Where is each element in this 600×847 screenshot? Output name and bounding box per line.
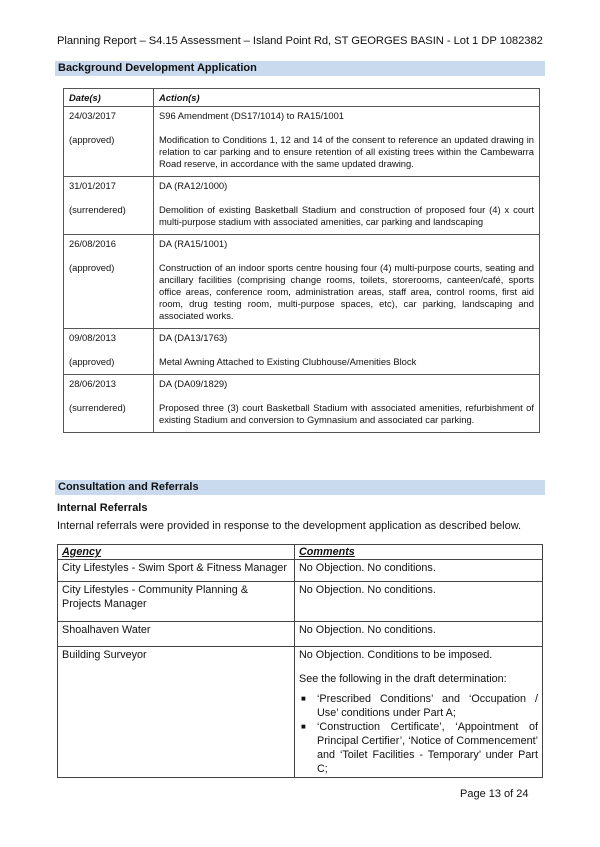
comment-note: See the following in the draft determination: <box>299 673 507 685</box>
list-item: ■ ‘Construction Certificate’, ‘Appointment of Principal Certifier’, ‘Notice of Commencement’ and ‘Toilet Facilities - Temporary’ under Part C; <box>301 721 538 775</box>
bullet-icon: ■ <box>301 722 306 731</box>
list-item: ■ ‘Prescribed Conditions’ and ‘Occupation / Use’ conditions under Part A; <box>301 693 538 719</box>
page-number: Page 13 of 24 <box>460 788 529 800</box>
date-column-header: Date(s) <box>64 89 154 107</box>
agency-cell: City Lifestyles - Swim Sport & Fitness Manager <box>58 560 295 582</box>
row-status: (approved) <box>69 134 115 145</box>
row-status: (approved) <box>69 262 115 273</box>
row-date: 09/08/2013 <box>69 332 116 343</box>
comments-column-header: Comments <box>295 545 543 560</box>
table-row <box>64 107 540 177</box>
consultation-heading: Consultation and Referrals <box>55 480 545 495</box>
table-row <box>58 582 543 622</box>
row-date: 24/03/2017 <box>69 110 116 121</box>
row-action-title: DA (RA12/1000) <box>159 180 228 191</box>
table-row <box>58 647 543 778</box>
page-header: Planning Report – S4.15 Assessment – Island Point Rd, ST GEORGES BASIN - Lot 1 DP 1082382 <box>57 35 543 47</box>
table-row <box>64 329 540 375</box>
comment-cell: No Objection. No conditions. <box>295 582 543 622</box>
row-date: 31/01/2017 <box>69 180 116 191</box>
row-status: (surrendered) <box>69 204 126 215</box>
comment-cell: No Objection. Conditions to be imposed. <box>299 649 493 661</box>
referrals-table <box>57 544 543 778</box>
agency-cell: Building Surveyor <box>58 647 295 778</box>
action-column-header: Action(s) <box>154 89 540 107</box>
table-row <box>64 375 540 433</box>
referrals-intro: Internal referrals were provided in response to the development application as described below. <box>57 520 522 532</box>
table-row <box>58 622 543 647</box>
row-date: 28/06/2013 <box>69 378 116 389</box>
background-table <box>63 88 540 433</box>
bullet-icon: ■ <box>301 694 306 703</box>
table-row <box>58 560 543 582</box>
row-action-title: DA (DA09/1829) <box>159 378 228 389</box>
background-heading: Background Development Application <box>55 61 545 76</box>
row-action-title: DA (DA13/1763) <box>159 332 228 343</box>
agency-column-header: Agency <box>58 545 295 560</box>
referrals-table-header <box>58 545 543 560</box>
table-row <box>64 235 540 329</box>
table-row <box>64 177 540 235</box>
background-table-header <box>64 89 540 107</box>
row-action-description: Metal Awning Attached to Existing Clubhouse/Amenities Block <box>159 356 417 367</box>
comment-cell: No Objection. No conditions. <box>295 622 543 647</box>
row-action-description: Modification to Conditions 1, 12 and 14 of the consent to reference an updated drawing in relation to car parking and to ensure retention of all existing trees within the Cambewarra Road reserve, in accordance with the same updated drawing. <box>159 134 534 169</box>
row-status: (approved) <box>69 356 115 367</box>
row-status: (surrendered) <box>69 402 126 413</box>
agency-cell: Shoalhaven Water <box>58 622 295 647</box>
row-action-title: DA (RA15/1001) <box>159 238 228 249</box>
row-action-description: Demolition of existing Basketball Stadium and construction of proposed four (4) x court multi-purpose stadium with associated amenities, car parking and landscaping <box>159 204 534 227</box>
row-date: 26/08/2016 <box>69 238 116 249</box>
row-action-title: S96 Amendment (DS17/1014) to RA15/1001 <box>159 110 345 121</box>
internal-referrals-heading: Internal Referrals <box>57 502 148 514</box>
agency-cell: City Lifestyles - Community Planning & Projects Manager <box>58 582 295 622</box>
row-action-description: Proposed three (3) court Basketball Stadium with associated amenities, refurbishment of existing Stadium and conversion to Gymnasium and associated car parking. <box>159 402 534 425</box>
comment-cell: No Objection. No conditions. <box>295 560 543 582</box>
conditions-list <box>299 692 538 776</box>
row-action-description: Construction of an indoor sports centre housing four (4) multi-purpose courts, seating and ancillary facilities (comprising change rooms, toilets, storerooms, canteen/café, sports office areas, conference room, administration areas, staff area, control rooms, first aid room, drug testing room, multi-purpose spaces, etc), car parking, landscaping and associated works. <box>159 262 534 321</box>
